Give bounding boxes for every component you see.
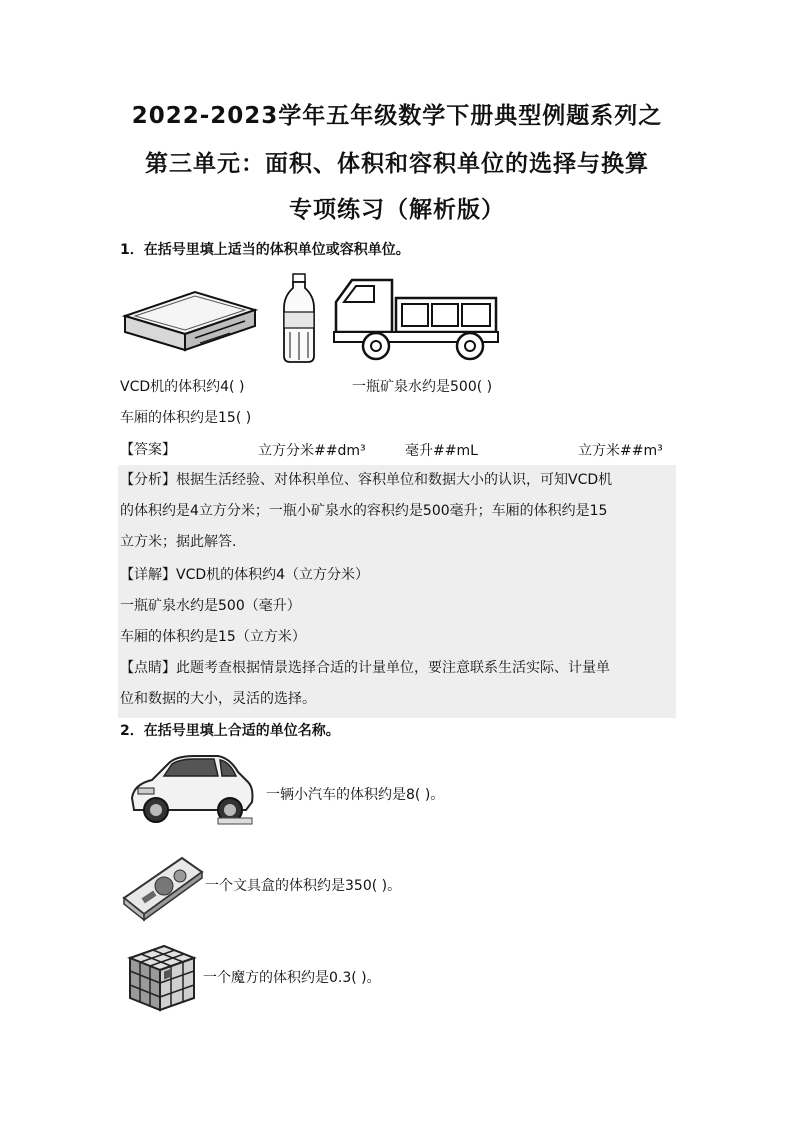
- question-1-blank-vcd: VCD机的体积约4( ): [120, 379, 245, 395]
- detail-line-1: 【详解】VCD机的体积约4（立方分米）: [120, 567, 370, 583]
- title-line-1: 2022-2023学年五年级数学下册典型例题系列之: [131, 103, 663, 129]
- analysis-line-1: 【分析】根据生活经验、对体积单位、容积单位和数据大小的认识，可知VCD机: [120, 472, 613, 488]
- answer-2: 毫升##mL: [405, 443, 478, 459]
- car-picture: [126, 748, 258, 828]
- rubiks-cube-picture: [124, 940, 200, 1014]
- truck-picture: [330, 268, 500, 366]
- title-line-3: 专项练习（解析版）: [289, 197, 505, 223]
- comment-line-1: 【点睛】此题考查根据情景选择合适的计量单位，要注意联系生活实际、计量单: [120, 660, 610, 676]
- analysis-line-3: 立方米；据此解答.: [120, 534, 237, 550]
- question-2-item-cube: 一个魔方的体积约是0.3( )。: [203, 970, 381, 986]
- question-2-item-car: 一辆小汽车的体积约是8( )。: [266, 787, 445, 803]
- answer-label: 【答案】: [120, 442, 176, 458]
- pencil-case-picture: [120, 852, 206, 922]
- water-bottle-picture: [278, 272, 320, 364]
- answer-1: 立方分米##dm³: [258, 443, 366, 459]
- detail-line-3: 车厢的体积约是15（立方米）: [120, 629, 306, 645]
- answer-3: 立方米##m³: [578, 443, 663, 459]
- detail-line-2: 一瓶矿泉水约是500（毫升）: [120, 598, 301, 614]
- comment-line-2: 位和数据的大小，灵活的选择。: [120, 691, 316, 707]
- question-2-item-pencil-case: 一个文具盒的体积约是350( )。: [205, 878, 402, 894]
- title-line-2: 第三单元：面积、体积和容积单位的选择与换算: [145, 151, 649, 177]
- analysis-line-2: 的体积约是4立方分米；一瓶小矿泉水的容积约是500毫升；车厢的体积约是15: [120, 503, 608, 519]
- question-1-blank-truck: 车厢的体积约是15( ): [120, 410, 252, 426]
- question-2-prompt: 2．在括号里填上合适的单位名称。: [120, 723, 340, 739]
- question-1-prompt: 1．在括号里填上适当的体积单位或容积单位。: [120, 242, 410, 258]
- vcd-player-picture: [120, 288, 260, 360]
- question-1-blank-bottle: 一瓶矿泉水约是500( ): [352, 379, 493, 395]
